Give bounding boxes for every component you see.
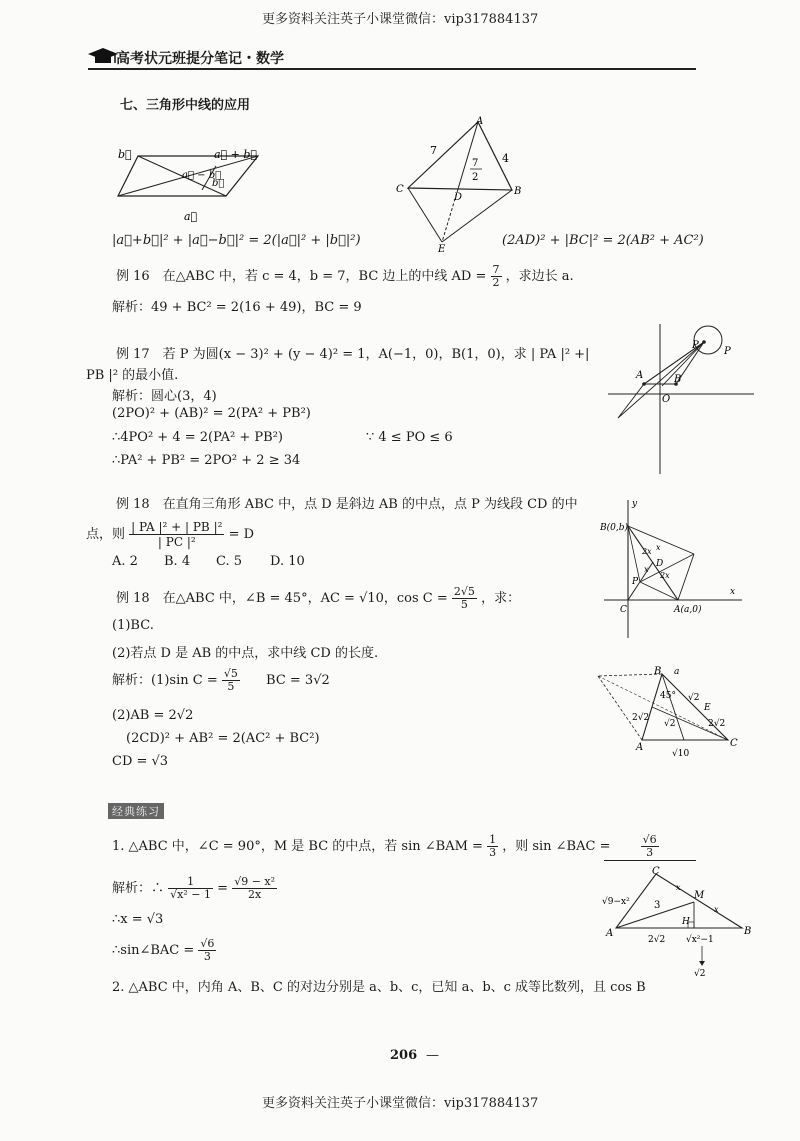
svg-text:2√2: 2√2 xyxy=(708,719,726,729)
svg-text:√2: √2 xyxy=(694,969,706,979)
svg-text:y: y xyxy=(632,499,638,509)
label-b: b⃗ xyxy=(118,148,132,161)
mortarboard-icon xyxy=(88,48,118,70)
svg-text:B: B xyxy=(654,666,662,677)
ex18b-sol1: 解析：(1)sin C = $\frac{√5}{5}$ BC = 3√2 xyxy=(112,667,330,693)
ex17-sol4: ∴PA² + PB² = 2PO² + 2 ≥ 34 xyxy=(112,453,301,468)
svg-text:B: B xyxy=(674,374,682,385)
practice-badge: 经典练习 xyxy=(108,800,164,819)
svg-text:2x: 2x xyxy=(642,547,652,556)
svg-text:a: a xyxy=(674,667,680,677)
book-title: 高考状元班提分笔记・数学 xyxy=(116,51,284,67)
top-note: 更多资料关注英子小课堂微信：vip317884137 xyxy=(262,12,539,27)
svg-text:C: C xyxy=(620,605,627,615)
svg-text:A: A xyxy=(636,370,644,381)
svg-text:A: A xyxy=(476,116,484,127)
svg-text:B(0,b): B(0,b) xyxy=(600,523,628,533)
ex18a-option-a: A. 2 xyxy=(112,554,138,569)
svg-text:2√2: 2√2 xyxy=(648,935,666,945)
label-b2: b⃗ xyxy=(212,178,225,189)
svg-text:2√2: 2√2 xyxy=(632,713,650,723)
svg-text:2x: 2x xyxy=(660,571,670,580)
ex17-figure xyxy=(604,318,764,478)
svg-text:√2: √2 xyxy=(664,719,676,729)
vector-parallelogram-figure xyxy=(108,136,298,226)
svg-text:O: O xyxy=(662,394,671,405)
ex17-sol3b: ∵ 4 ≤ PO ≤ 6 xyxy=(366,430,453,445)
practice-1-solution: 解析：∴ $\frac{1}{\text{√x² − 1}}$ = $\frac{\text{√9 − x²}}{2x}$ xyxy=(112,875,276,901)
svg-text:A(a,0): A(a,0) xyxy=(674,605,702,615)
footer-note: 更多资料关注英子小课堂微信：vip317884137 xyxy=(262,1096,539,1111)
practice-1-question: 1. △ABC 中，∠C = 90°，M 是 BC 的中点，若 sin ∠BAM = $\frac{1}{3}$ ，则 sin ∠BAC = $\frac{√6}{3}$ xyxy=(112,833,657,859)
practice-1-answer: ∴sin∠BAC = $\frac{√6}{3}$ xyxy=(112,937,215,963)
ex16-solution: 解析：49 + BC² = 2(16 + 49)，BC = 9 xyxy=(112,300,362,315)
svg-text:3: 3 xyxy=(654,900,661,911)
ex18a-option-c: C. 5 xyxy=(216,554,243,569)
svg-text:4: 4 xyxy=(502,152,509,165)
ex17-sol3: ∴4PO² + 4 = 2(PA² + PB²) xyxy=(112,430,283,445)
header-rule xyxy=(88,68,696,70)
svg-text:x: x xyxy=(656,543,661,552)
ex18b-q1: (1)BC. xyxy=(112,618,154,633)
ex17-line1: 例 17 若 P 为圆(x − 3)² + (y − 4)² = 1，A(−1，0)，B(1，0)，求 | PA |² +| xyxy=(116,347,590,362)
label-diff: a⃗ − b⃗ xyxy=(182,170,222,181)
label-sum: a⃗ + b⃗ xyxy=(214,148,258,161)
ex18b-sol2: (2)AB = 2√2 xyxy=(112,708,194,723)
practice-1-x: ∴x = √3 xyxy=(112,912,164,927)
svg-text:B: B xyxy=(744,926,752,937)
svg-text:D: D xyxy=(454,192,463,203)
ex18a-line2: 点，则 $\frac{\text{| PA |² + | PB |²}}{\text{| PC |²}}$ = D xyxy=(86,520,255,549)
svg-text:E: E xyxy=(704,703,711,713)
ex18a-figure xyxy=(598,496,748,644)
svg-text:2: 2 xyxy=(472,172,479,183)
section-title: 七、三角形中线的应用 xyxy=(120,98,251,113)
label-a: a⃗ xyxy=(184,210,198,223)
ex17-line2: PB |² 的最小值. xyxy=(86,368,179,383)
ex18a-option-d: D. 10 xyxy=(270,554,305,569)
svg-text:x: x xyxy=(730,587,736,597)
svg-text:B: B xyxy=(514,186,522,197)
ex18b-line1: 例 18 在△ABC 中，∠B = 45°，AC = √10，cos C = $\frac{2√5}{5}$ ，求： xyxy=(116,585,521,611)
svg-text:E: E xyxy=(438,244,446,254)
svg-text:D: D xyxy=(656,559,664,569)
svg-text:7: 7 xyxy=(472,158,479,169)
svg-text:x: x xyxy=(676,883,681,892)
answer-underline xyxy=(604,860,696,861)
svg-text:P: P xyxy=(724,346,731,357)
svg-text:A: A xyxy=(606,928,614,939)
svg-text:C: C xyxy=(730,738,738,749)
median-identity: (2AD)² + |BC|² = 2(AB² + AC²) xyxy=(502,233,704,248)
svg-text:C: C xyxy=(652,866,660,877)
svg-text:A: A xyxy=(636,742,644,753)
ex17-sol2: (2PO)² + (AB)² = 2(PA² + PB²) xyxy=(112,406,311,421)
page-dash: — xyxy=(426,1048,439,1063)
svg-text:7: 7 xyxy=(430,144,437,157)
ex18b-sol4: CD = √3 xyxy=(112,754,169,769)
ex17-sol1: 解析：圆心(3，4) xyxy=(112,389,217,404)
ex18b-figure xyxy=(596,662,746,762)
svg-text:√x²−1: √x²−1 xyxy=(686,935,714,945)
svg-text:x: x xyxy=(644,565,649,574)
svg-text:P: P xyxy=(692,340,699,351)
page-number: 206 xyxy=(390,1048,418,1063)
ex18a-line1: 例 18 在直角三角形 ABC 中，点 D 是斜边 AB 的中点，点 P 为线段 CD 的中 xyxy=(116,497,578,512)
practice-figure xyxy=(602,866,752,982)
svg-text:P: P xyxy=(632,577,639,587)
ex18a-option-b: B. 4 xyxy=(164,554,191,569)
ex18b-sol3: (2CD)² + AB² = 2(AC² + BC²) xyxy=(126,731,320,746)
practice-2-question: 2. △ABC 中，内角 A、B、C 的对边分别是 a、b、c，已知 a、b、c 成等比数列，且 cos B xyxy=(112,980,646,995)
svg-text:x: x xyxy=(714,905,719,914)
vector-identity: |a⃗+b⃗|² + |a⃗−b⃗|² = 2(|a⃗|² + |b⃗|²) xyxy=(112,233,361,248)
svg-text:√10: √10 xyxy=(672,749,690,759)
svg-text:H: H xyxy=(682,917,690,927)
svg-text:45°: 45° xyxy=(660,691,676,701)
svg-text:M: M xyxy=(694,890,705,901)
ex18b-q2: (2)若点 D 是 AB 的中点，求中线 CD 的长度. xyxy=(112,646,379,661)
ex16-question: 例 16 在△ABC 中，若 c = 4，b = 7，BC 边上的中线 AD = $\frac{7}{2}$ ，求边长 a. xyxy=(116,263,574,289)
svg-text:C: C xyxy=(396,184,404,195)
svg-text:√9−x²: √9−x² xyxy=(602,897,630,907)
svg-text:√2: √2 xyxy=(688,693,700,703)
